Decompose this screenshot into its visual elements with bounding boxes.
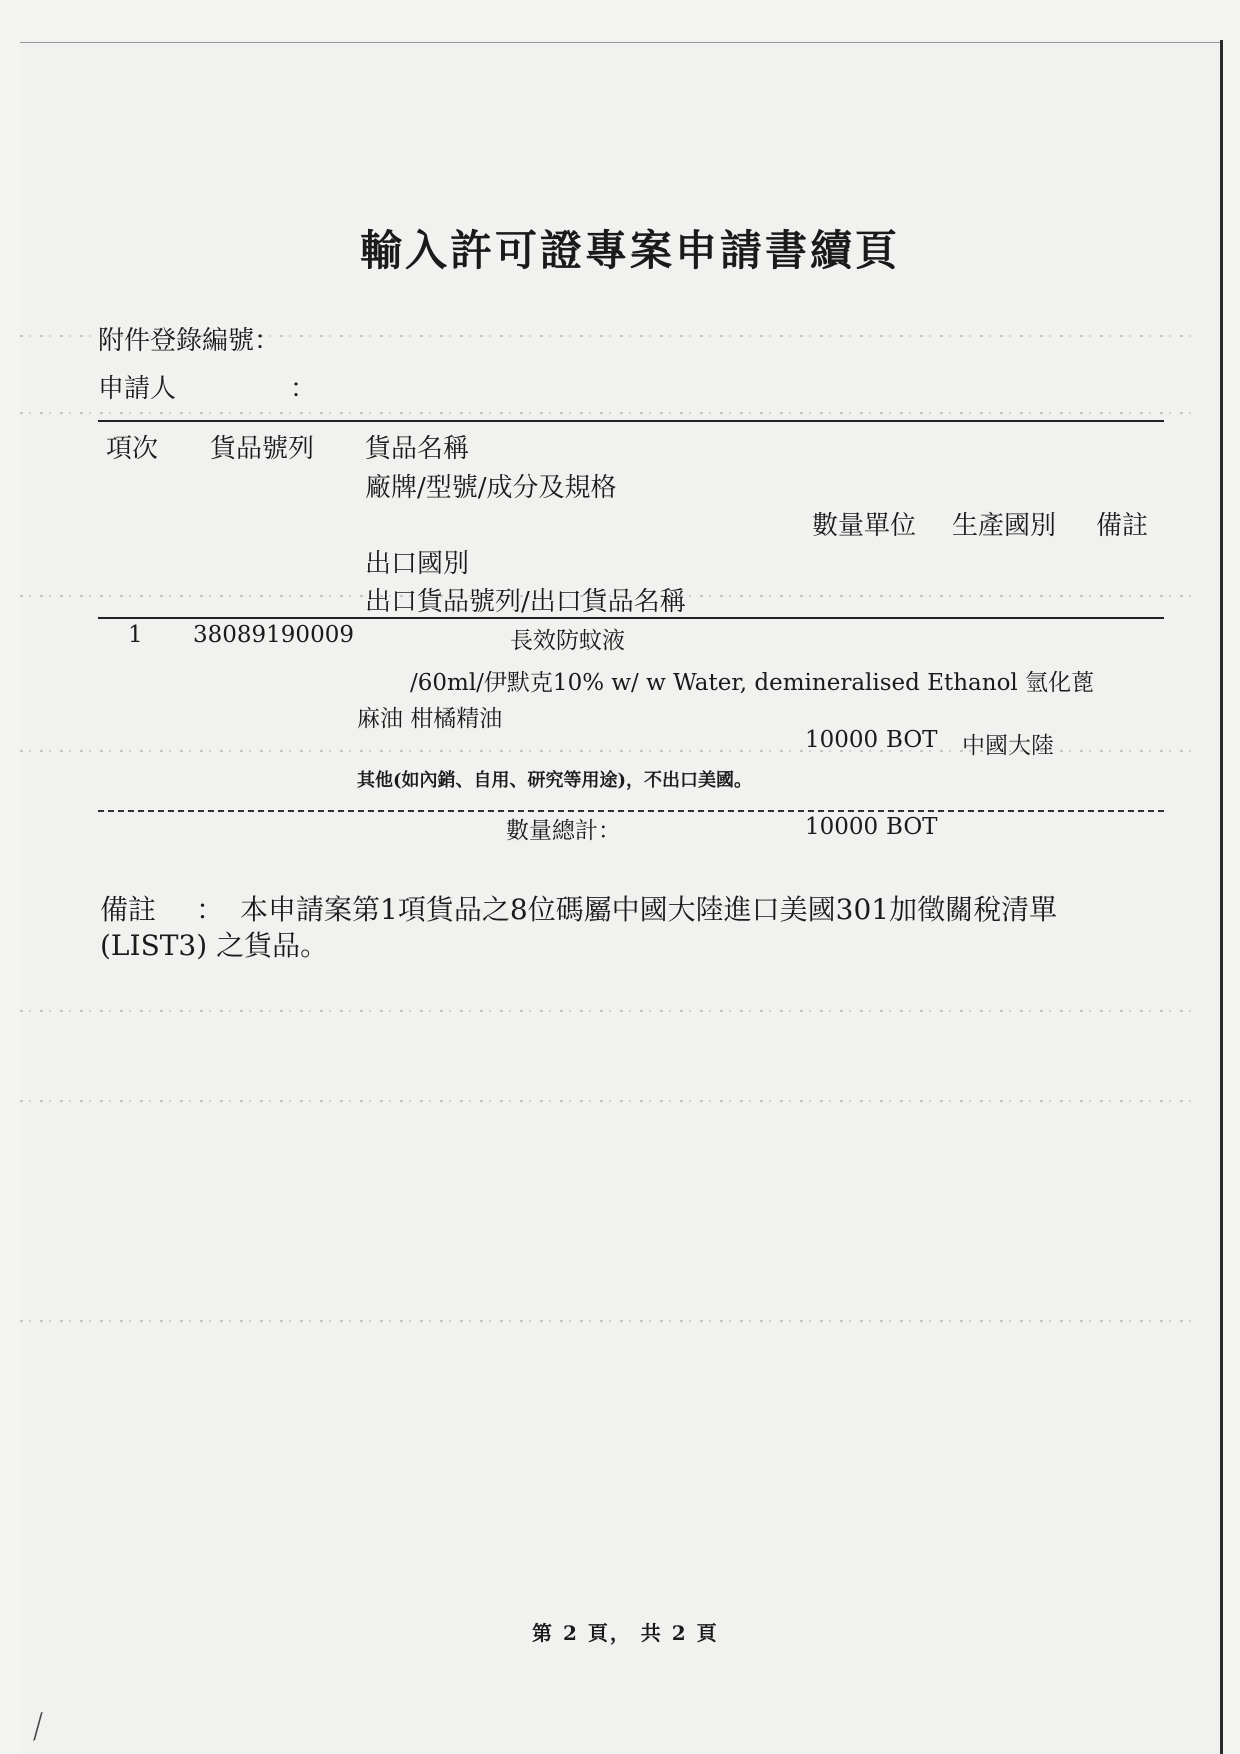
scan-mark-icon: ⟋ bbox=[21, 1707, 56, 1748]
item-no: 1 bbox=[128, 622, 143, 648]
scan-noise bbox=[20, 1320, 1200, 1322]
header-bottom-rule bbox=[98, 617, 1164, 619]
item-quantity: 10000 bbox=[805, 727, 879, 753]
item-origin: 中國大陸 bbox=[962, 733, 1054, 759]
item-spec-line2: 麻油 柑橘精油 bbox=[357, 706, 503, 732]
col-goods-code: 貨品號列 bbox=[210, 434, 315, 464]
col-origin: 生產國別 bbox=[952, 511, 1057, 541]
applicant-colon: ： bbox=[290, 374, 317, 404]
scan-noise bbox=[20, 412, 1200, 414]
col-export-goods: 出口貨品號列/出口貨品名稱 bbox=[365, 587, 686, 617]
page-number: 第 2 頁， 共 2 頁 bbox=[532, 1621, 719, 1645]
total-unit: BOT bbox=[886, 814, 938, 840]
col-brand-spec: 廠牌/型號/成分及規格 bbox=[365, 473, 617, 503]
scan-top-edge bbox=[20, 42, 1220, 43]
scan-right-edge bbox=[1220, 40, 1223, 1754]
attachment-no-label: 附件登錄編號： bbox=[98, 326, 281, 356]
col-qty-unit: 數量單位 bbox=[812, 511, 917, 541]
remarks-label: 備註 bbox=[100, 893, 157, 926]
item-goods-name: 長效防蚊液 bbox=[510, 628, 625, 654]
remarks-colon: ： bbox=[196, 893, 225, 926]
scan-noise bbox=[20, 1100, 1200, 1102]
remarks-line1: 本申請案第1項貨品之8位碼屬中國大陸進口美國301加徵關稅清單 bbox=[240, 893, 1058, 926]
header-top-rule bbox=[98, 420, 1164, 422]
scan-noise bbox=[20, 1010, 1200, 1012]
total-dashed-rule bbox=[98, 810, 1164, 812]
total-label: 數量總計： bbox=[502, 812, 625, 845]
item-unit: BOT bbox=[886, 727, 938, 753]
col-remarks: 備註 bbox=[1096, 511, 1149, 541]
item-usage-note: 其他(如內銷、自用、研究等用途)，不出口美國。 bbox=[357, 770, 753, 791]
col-export-country: 出口國別 bbox=[365, 549, 470, 579]
item-goods-code: 38089190009 bbox=[193, 622, 354, 648]
applicant-label: 申請人 bbox=[98, 374, 177, 404]
remarks-line2: (LIST3) 之貨品。 bbox=[100, 929, 329, 962]
total-quantity: 10000 bbox=[805, 814, 879, 840]
item-spec-line1: /60ml/伊默克10% w/ w Water, demineralised Ethanol 氫化蓖 bbox=[410, 670, 1095, 696]
document-title: 輸入許可證專案申請書續頁 bbox=[360, 226, 901, 275]
col-goods-name: 貨品名稱 bbox=[365, 434, 470, 464]
col-item-no: 項次 bbox=[106, 434, 159, 464]
